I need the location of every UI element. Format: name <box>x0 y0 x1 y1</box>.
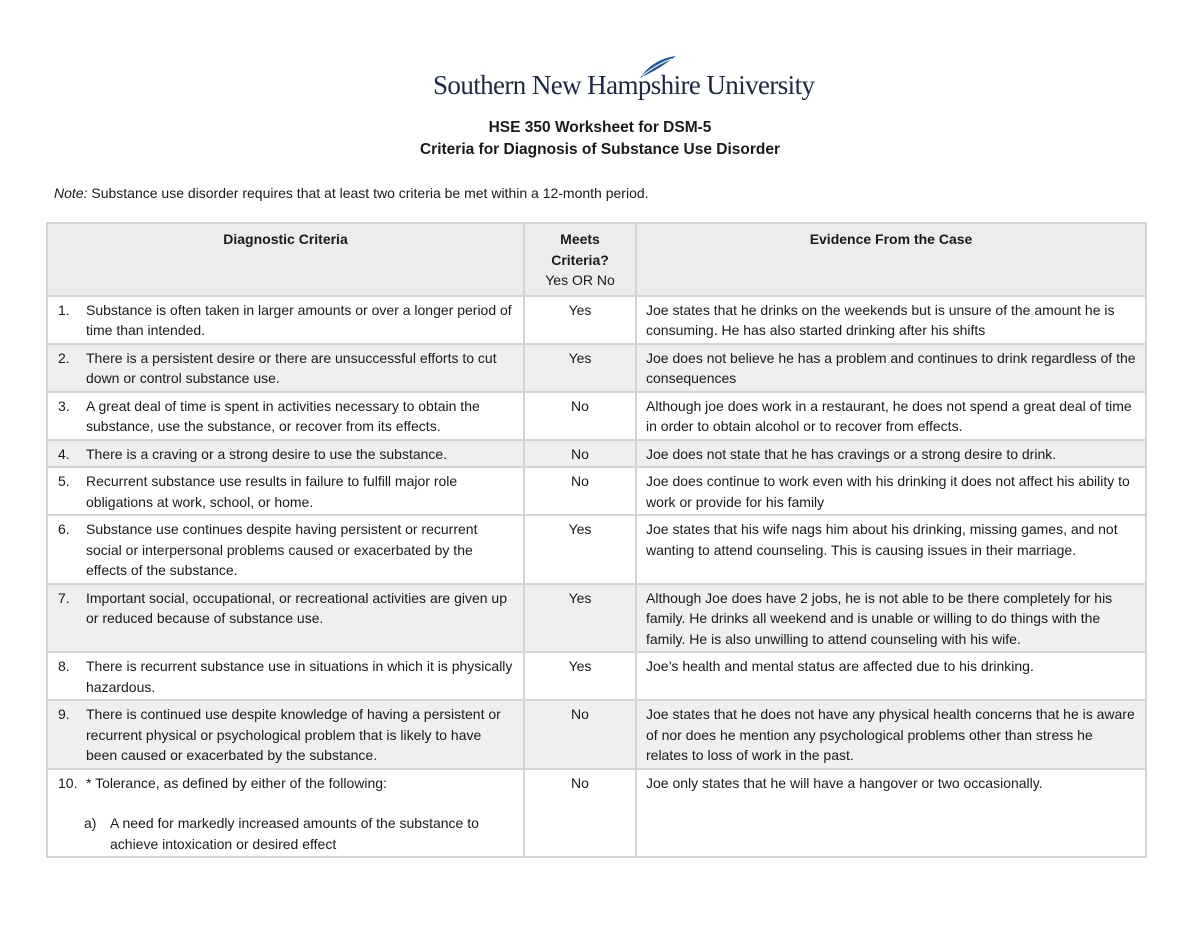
meets-cell: No <box>524 440 636 468</box>
header-meets-label: Meets Criteria? <box>551 231 609 268</box>
criteria-cell <box>47 467 524 515</box>
table-row <box>47 296 1146 344</box>
criteria-number: 5. <box>58 473 70 489</box>
criteria-text: There is a persistent desire or there are unsuccessful efforts to cut down or control substance use. <box>86 349 497 386</box>
meets-cell: Yes <box>524 515 636 584</box>
criteria-cell <box>47 344 524 392</box>
meets-cell: Yes <box>524 584 636 653</box>
criteria-text: * Tolerance, as defined by either of the following: <box>86 774 387 791</box>
criteria-number: 2. <box>58 349 70 366</box>
meets-cell: Yes <box>524 652 636 700</box>
meets-cell: No <box>524 700 636 769</box>
criteria-number: 7. <box>58 589 70 606</box>
criteria-text: Substance use continues despite having persistent or recurrent social or interpersonal problems caused or exacerbated by the effects of the substance. <box>86 521 478 578</box>
table-row <box>47 440 1146 468</box>
criteria-cell <box>47 296 524 344</box>
note-label: Note: <box>54 185 88 201</box>
criteria-cell <box>47 440 524 468</box>
criteria-text: There is recurrent substance use in situations in which it is physically hazardous. <box>86 658 513 695</box>
evidence-cell: Joe states that he does not have any physical health concerns that he is aware of nor does he mention any psychological problems other than stress he relates to loss of work in the past. <box>636 700 1146 769</box>
note <box>54 183 649 203</box>
meets-cell: Yes <box>524 344 636 392</box>
criteria-cell <box>47 584 524 653</box>
table-row <box>47 700 1146 769</box>
criteria-number: 8. <box>58 658 70 674</box>
table-row <box>47 584 1146 653</box>
criteria-text: Substance is often taken in larger amounts or over a longer period of time than intended. <box>86 301 512 338</box>
table-row <box>47 515 1146 584</box>
note-text: Substance use disorder requires that at least two criteria be met within a 12-month period. <box>87 185 649 201</box>
criteria-text: There is a craving or a strong desire to use the substance. <box>86 445 448 462</box>
sub-criteria-letter: a) <box>84 815 97 831</box>
criteria-cell <box>47 392 524 440</box>
criteria-text: Recurrent substance use results in failure to fulfill major role obligations at work, school, or home. <box>86 473 458 510</box>
evidence-cell: Joe states that he drinks on the weekends but is unsure of the amount he is consuming. He has also started drinking after his shifts <box>636 296 1146 344</box>
sub-criteria <box>58 813 515 854</box>
evidence-cell: Although joe does work in a restaurant, he does not spend a great deal of time in order to obtain alcohol or to recover from effects. <box>636 392 1146 440</box>
criteria-number: 9. <box>58 706 70 722</box>
criteria-text: Important social, occupational, or recreational activities are given up or reduced because of substance use. <box>86 589 507 626</box>
table-row <box>47 652 1146 700</box>
quill-icon <box>638 54 678 80</box>
criteria-cell <box>47 515 524 584</box>
evidence-cell: Joe states that his wife nags him about his drinking, missing games, and not wanting to attend counseling. This is causing issues in their marriage. <box>636 515 1146 584</box>
criteria-text: A great deal of time is spent in activities necessary to obtain the substance, use the substance, or recover from its effects. <box>86 397 480 434</box>
header-meets-sub: Yes OR No <box>545 272 615 288</box>
criteria-cell <box>47 769 524 858</box>
criteria-number: 1. <box>58 301 70 318</box>
criteria-number: 3. <box>58 397 70 414</box>
criteria-number: 10. <box>58 774 78 791</box>
table-row <box>47 769 1146 858</box>
meets-cell: No <box>524 467 636 515</box>
header-evidence: Evidence From the Case <box>636 223 1146 296</box>
criteria-number: 6. <box>58 521 70 537</box>
title-line-2: Criteria for Diagnosis of Substance Use Disorder <box>419 141 781 158</box>
university-logo <box>433 54 815 104</box>
meets-cell: No <box>524 769 636 858</box>
evidence-cell: Joe does not believe he has a problem and continues to drink regardless of the consequences <box>636 344 1146 392</box>
worksheet-title <box>0 117 1200 161</box>
evidence-cell: Although Joe does have 2 jobs, he is not able to be there completely for his family. He drinks all weekend and is unable or willing to do things with the family. He is also unwilling to attend counseling with his wife. <box>636 584 1146 653</box>
evidence-cell: Joe does continue to work even with his drinking it does not affect his ability to work or provide for his family <box>636 467 1146 515</box>
criteria-text: There is continued use despite knowledge of having a persistent or recurrent physical or psychological problem that is likely to have been caused or exacerbated by the substance. <box>86 706 501 763</box>
logo-text: Southern New Hampshire University <box>433 70 815 100</box>
criteria-table <box>46 222 1147 858</box>
title-line-1: HSE 350 Worksheet for DSM-5 <box>488 119 712 136</box>
meets-cell: Yes <box>524 296 636 344</box>
table-row <box>47 467 1146 515</box>
header-meets <box>524 223 636 296</box>
table-row <box>47 344 1146 392</box>
evidence-cell: Joe does not state that he has cravings or a strong desire to drink. <box>636 440 1146 468</box>
table-header-row <box>47 223 1146 296</box>
criteria-cell <box>47 700 524 769</box>
sub-criteria-text: A need for markedly increased amounts of the substance to achieve intoxication or desired effect <box>110 815 479 852</box>
table-row <box>47 392 1146 440</box>
evidence-cell: Joe’s health and mental status are affected due to his drinking. <box>636 652 1146 700</box>
evidence-cell: Joe only states that he will have a hangover or two occasionally. <box>636 769 1146 858</box>
meets-cell: No <box>524 392 636 440</box>
criteria-cell <box>47 652 524 700</box>
header-criteria: Diagnostic Criteria <box>47 223 524 296</box>
criteria-number: 4. <box>58 445 70 462</box>
